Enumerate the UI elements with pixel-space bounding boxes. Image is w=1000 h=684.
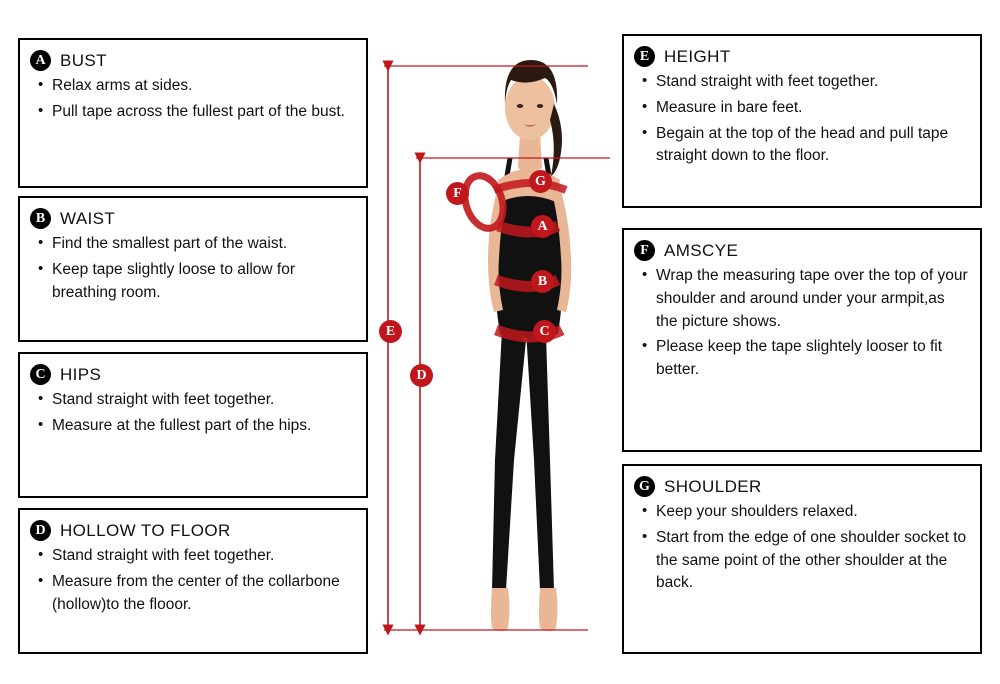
badge-c: C bbox=[30, 364, 51, 385]
panel-shoulder-header bbox=[634, 476, 968, 497]
list-item: • Measure at the fullest part of the hips. bbox=[30, 415, 354, 438]
panel-hips-title: HIPS bbox=[60, 364, 102, 384]
list-item: • Start from the edge of one shoulder socket to the same point of the other shoulder at the back. bbox=[634, 527, 968, 595]
panel-shoulder-title: SHOULDER bbox=[664, 476, 762, 496]
figure-marker-a: A bbox=[531, 215, 554, 238]
list-item: • Measure in bare feet. bbox=[634, 97, 968, 120]
figure-marker-c: C bbox=[533, 320, 556, 343]
list-item: • Keep your shoulders relaxed. bbox=[634, 501, 968, 524]
panel-hollow-bullets bbox=[30, 545, 354, 616]
list-item: • Stand straight with feet together. bbox=[30, 389, 354, 412]
badge-e: E bbox=[634, 46, 655, 67]
panel-amscye-bullets bbox=[634, 265, 968, 382]
panel-shoulder bbox=[622, 464, 982, 654]
panel-bust-header bbox=[30, 50, 354, 71]
figure-illustration bbox=[374, 30, 618, 654]
figure-marker-e: E bbox=[379, 320, 402, 343]
panel-shoulder-bullets bbox=[634, 501, 968, 595]
panel-hollow-title: HOLLOW TO FLOOR bbox=[60, 520, 231, 540]
list-item: • Begain at the top of the head and pull tape straight down to the floor. bbox=[634, 123, 968, 169]
figure-marker-b: B bbox=[531, 270, 554, 293]
panel-amscye-title: AMSCYE bbox=[664, 240, 739, 260]
panel-hips bbox=[18, 352, 368, 498]
list-item: • Stand straight with feet together. bbox=[30, 545, 354, 568]
list-item: • Stand straight with feet together. bbox=[634, 71, 968, 94]
panel-amscye bbox=[622, 228, 982, 452]
panel-bust-title: BUST bbox=[60, 50, 107, 70]
badge-d: D bbox=[30, 520, 51, 541]
panel-hips-header bbox=[30, 364, 354, 385]
panel-waist-header bbox=[30, 208, 354, 229]
list-item: • Please keep the tape slightely looser to fit better. bbox=[634, 336, 968, 382]
badge-a: A bbox=[30, 50, 51, 71]
panel-height-header bbox=[634, 46, 968, 67]
panel-height-title: HEIGHT bbox=[664, 46, 731, 66]
panel-hollow-header bbox=[30, 520, 354, 541]
badge-b: B bbox=[30, 208, 51, 229]
list-item: • Measure from the center of the collarbone (hollow)to the flooor. bbox=[30, 571, 354, 617]
list-item: • Pull tape across the fullest part of the bust. bbox=[30, 101, 354, 124]
figure-marker-g: G bbox=[529, 170, 552, 193]
panel-bust-bullets bbox=[30, 75, 354, 124]
panel-amscye-header bbox=[634, 240, 968, 261]
panel-waist-bullets bbox=[30, 233, 354, 304]
list-item: • Keep tape slightly loose to allow for breathing room. bbox=[30, 259, 354, 305]
panel-height-bullets bbox=[634, 71, 968, 168]
panel-hips-bullets bbox=[30, 389, 354, 438]
list-item: • Wrap the measuring tape over the top of your shoulder and around under your armpit,as the picture shows. bbox=[634, 265, 968, 333]
measurement-figure bbox=[374, 30, 618, 654]
panel-hollow-to-floor bbox=[18, 508, 368, 654]
badge-f: F bbox=[634, 240, 655, 261]
panel-bust bbox=[18, 38, 368, 188]
panel-waist-title: WAIST bbox=[60, 208, 116, 228]
figure-marker-d: D bbox=[410, 364, 433, 387]
list-item: • Find the smallest part of the waist. bbox=[30, 233, 354, 256]
list-item: • Relax arms at sides. bbox=[30, 75, 354, 98]
panel-height bbox=[622, 34, 982, 208]
badge-g: G bbox=[634, 476, 655, 497]
figure-marker-f: F bbox=[446, 182, 469, 205]
panel-waist bbox=[18, 196, 368, 342]
